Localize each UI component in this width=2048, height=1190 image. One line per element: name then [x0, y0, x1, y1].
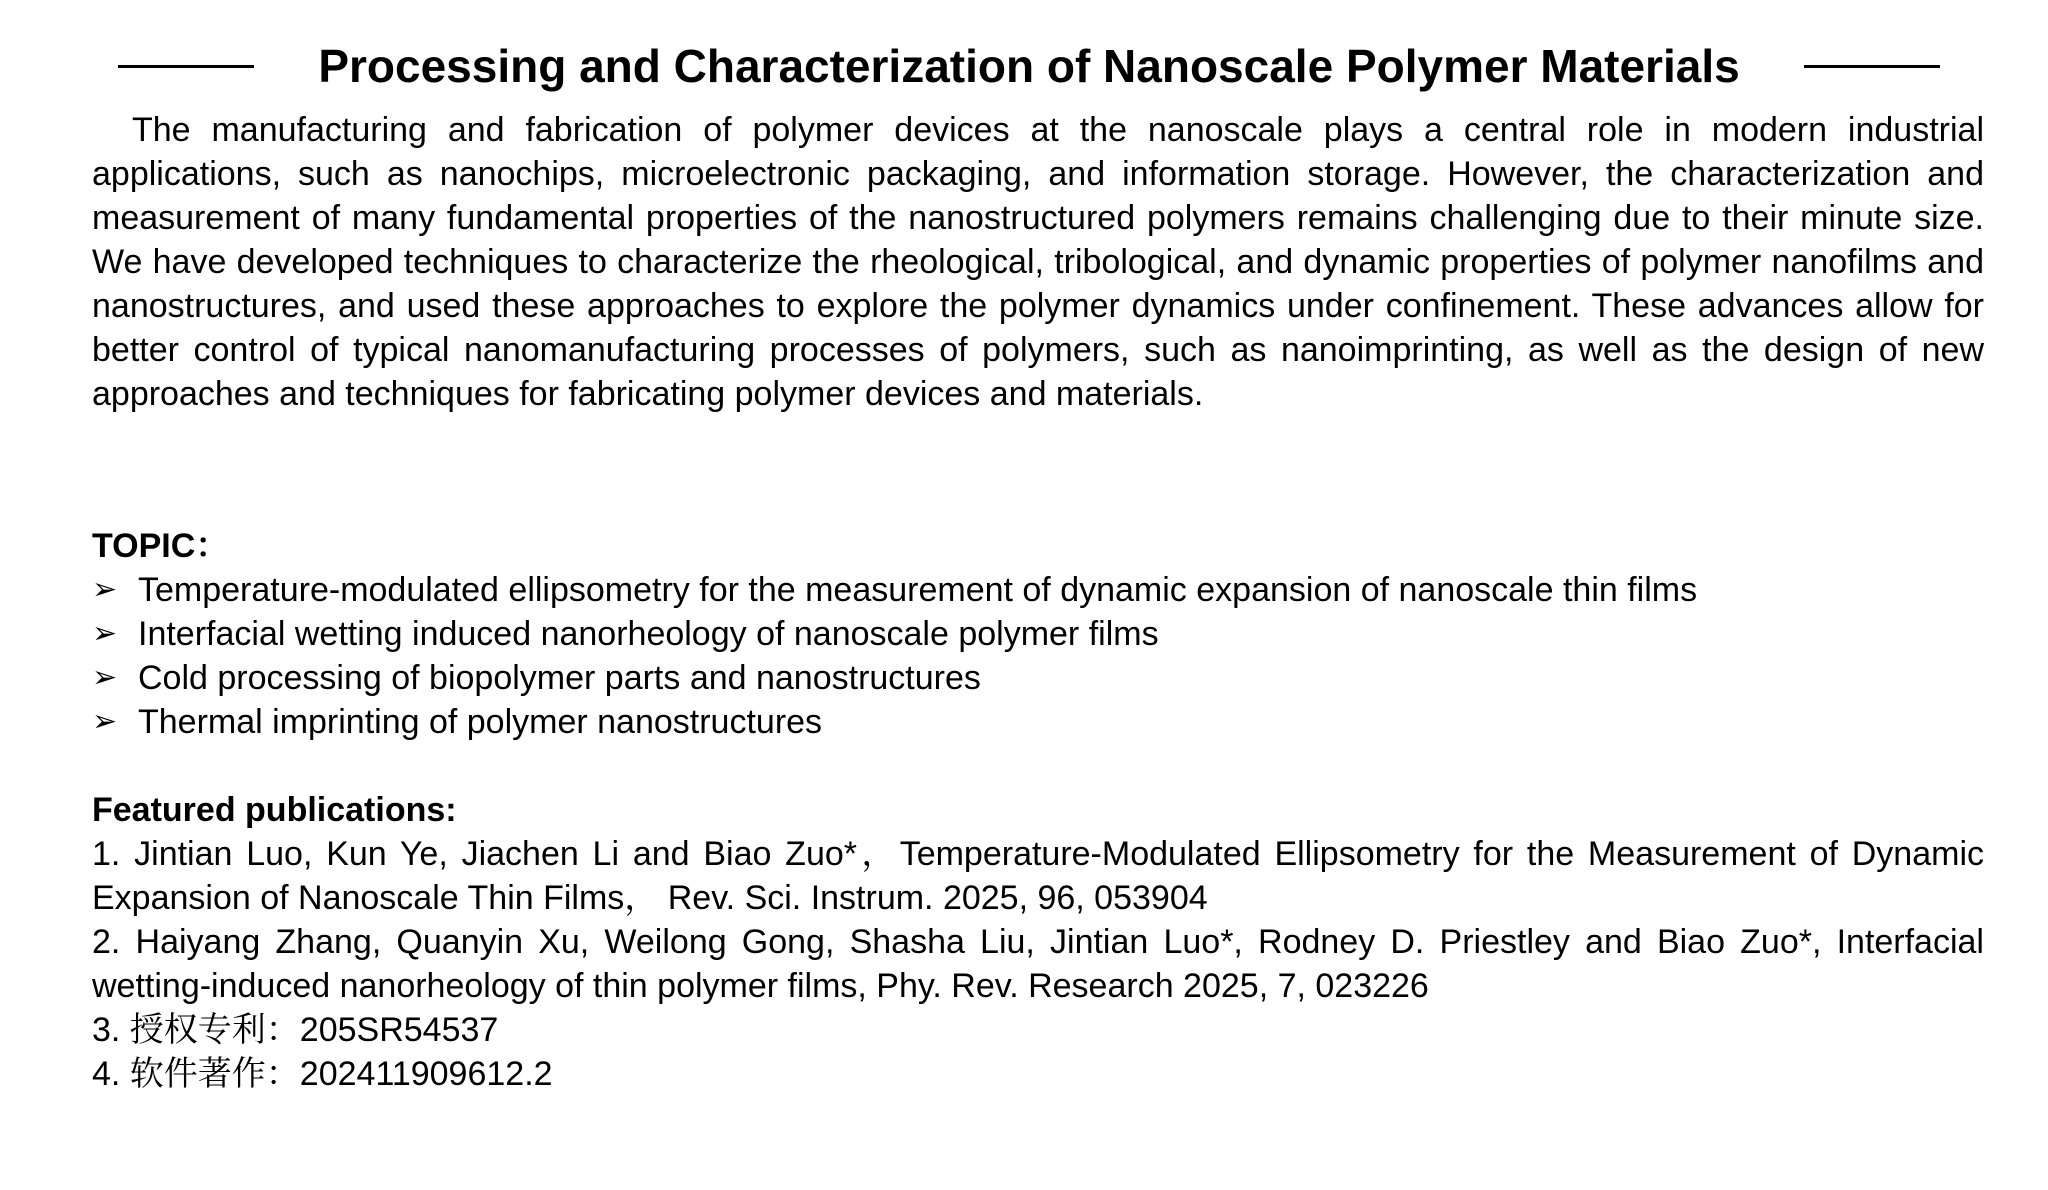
arrow-bullet-icon: ➢: [92, 617, 118, 650]
title-rule-right: [1804, 65, 1940, 68]
topic-item: [92, 700, 1984, 744]
arrow-bullet-icon: ➢: [92, 573, 118, 606]
topic-text: Thermal imprinting of polymer nanostructures: [138, 703, 823, 741]
topic-text: Cold processing of biopolymer parts and nanostructures: [138, 659, 981, 697]
arrow-bullet-icon: ➢: [92, 705, 118, 738]
topic-item: [92, 656, 1984, 700]
arrow-bullet-icon: ➢: [92, 661, 118, 694]
publication-item: 3. 授权专利：205SR54537: [92, 1011, 499, 1049]
topic-list: [92, 568, 1984, 744]
page-title: Processing and Characterization of Nanoscale Polymer Materials: [318, 40, 1740, 92]
topic-text: Interfacial wetting induced nanorheology of nanoscale polymer films: [138, 615, 1159, 653]
publication-item: 2. Haiyang Zhang, Quanyin Xu, Weilong Gong, Shasha Liu, Jintian Luo*, Rodney D. Priestley and Biao Zuo*, Interfacial wetting-induced nanorheology of thin polymer films, Phy. Rev. Research 2025, 7, 023226: [92, 923, 1984, 1005]
title-rule-left: [118, 65, 254, 68]
publication-item: 4. 软件著作：202411909612.2: [92, 1055, 553, 1093]
publication-list: [92, 832, 1984, 1096]
topics-heading: TOPIC：: [92, 527, 230, 565]
publication-item: 1. Jintian Luo, Kun Ye, Jiachen Li and Biao Zuo*，Temperature-Modulated Ellipsometry for the Measurement of Dynamic Expansion of Nanoscale Thin Films， Rev. Sci. Instrum. 2025, 96, 053904: [92, 835, 1984, 917]
intro-paragraph: The manufacturing and fabrication of polymer devices at the nanoscale plays a central role in modern industrial applications, such as nanochips, microelectronic packaging, and information storage. However, the characterization and measurement of many fundamental properties of the nanostructured polymers remains challenging due to their minute size. We have developed techniques to characterize the rheological, tribological, and dynamic properties of polymer nanofilms and nanostructures, and used these approaches to explore the polymer dynamics under confinement. These advances allow for better control of typical nanomanufacturing processes of polymers, such as nanoimprinting, as well as the design of new approaches and techniques for fabricating polymer devices and materials.: [92, 111, 1984, 413]
topic-item: [92, 568, 1984, 612]
topic-item: [92, 612, 1984, 656]
publications-heading: Featured publications:: [92, 791, 457, 829]
title-row: [118, 36, 1940, 96]
topic-text: Temperature-modulated ellipsometry for the measurement of dynamic expansion of nanoscale thin films: [138, 571, 1698, 609]
